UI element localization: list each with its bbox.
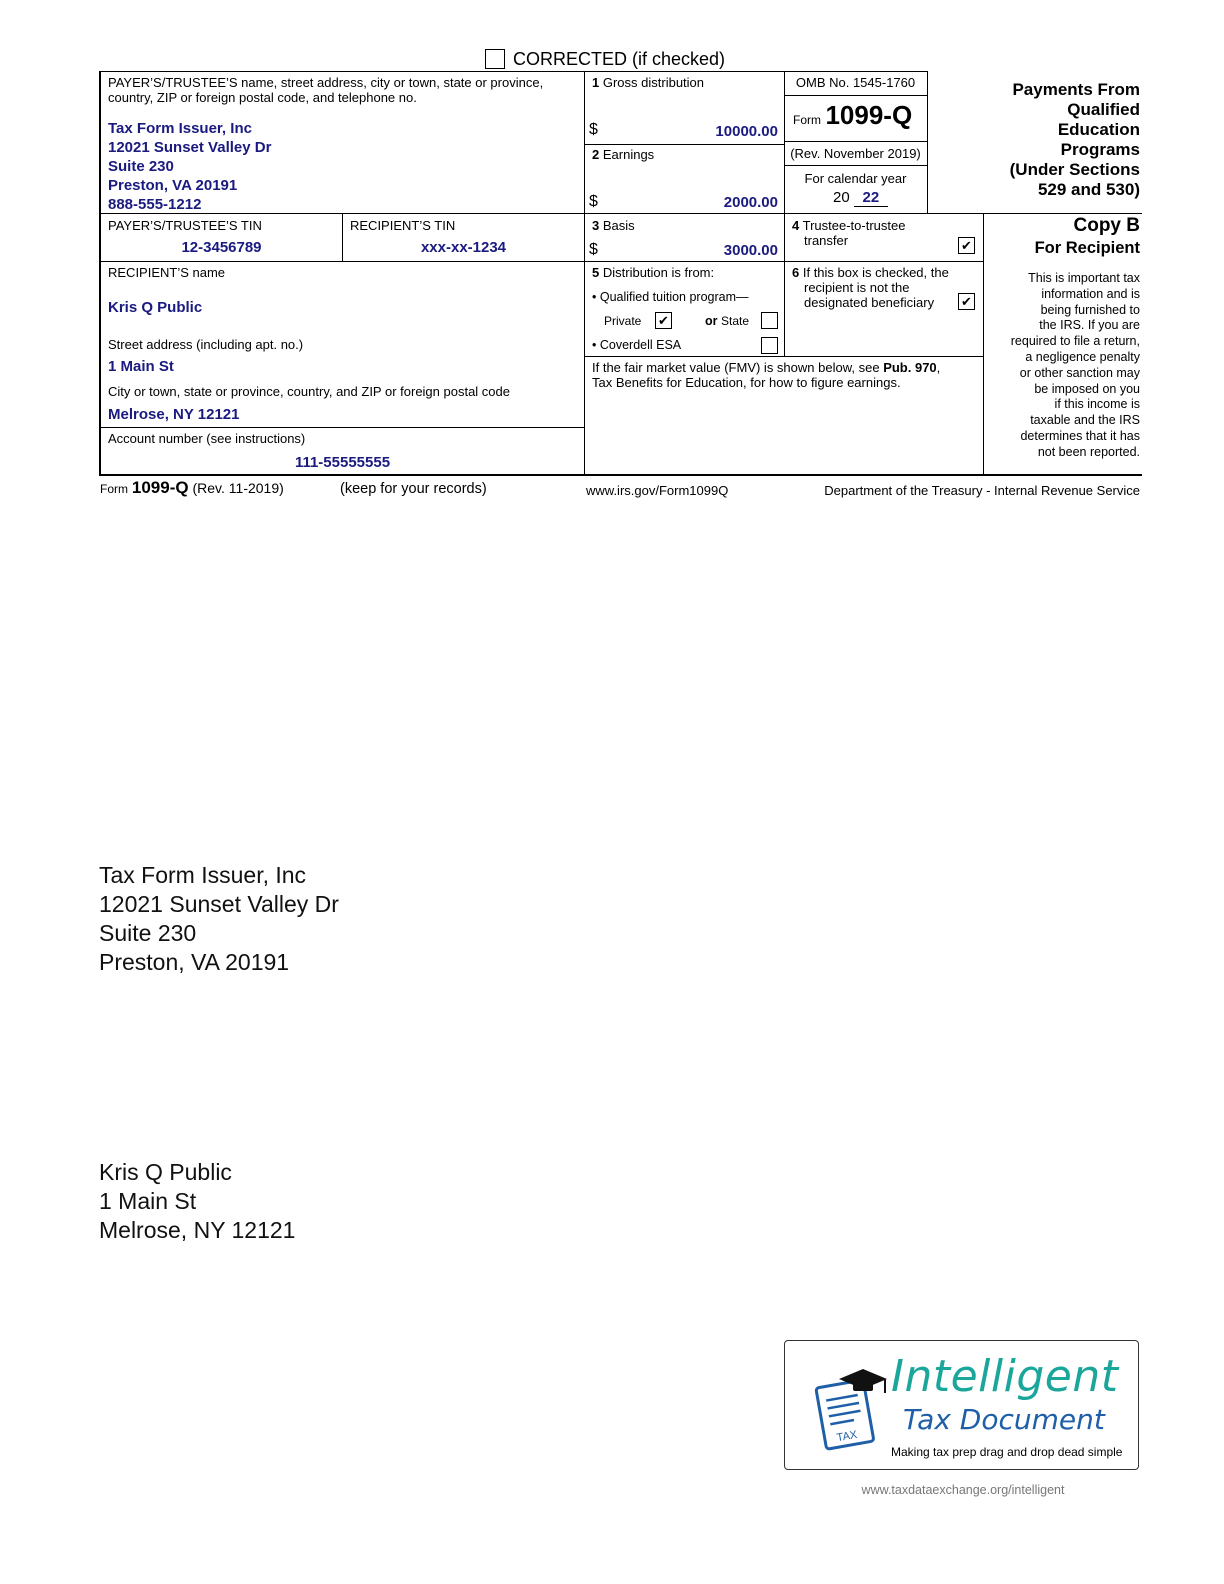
box5-label: [592, 265, 714, 280]
box4-number: 4: [792, 218, 800, 233]
mail-recipient-line3: Melrose, NY 12121: [99, 1217, 296, 1243]
copy-notice-line: the IRS. If you are: [1039, 318, 1140, 333]
copy-notice-line: taxable and the IRS: [1030, 413, 1140, 428]
form-number: 1099-Q: [825, 100, 913, 130]
payer-tin-value[interactable]: 12-3456789: [181, 239, 262, 256]
omb-number: OMB No. 1545-1760: [795, 75, 916, 90]
title-line4: Programs: [1060, 140, 1140, 159]
box3-text: Basis: [602, 218, 635, 233]
mail-recipient-line1: Kris Q Public: [99, 1159, 232, 1185]
mail-payer-line1: Tax Form Issuer, Inc: [99, 862, 307, 888]
payer-phone: 888-555-1212: [108, 196, 202, 213]
calendar-year: [833, 189, 888, 207]
recipient-tin-label: RECIPIENT’S TIN: [350, 218, 456, 233]
box2-value[interactable]: 2000.00: [723, 194, 778, 211]
box5-coverdell-label: • Coverdell ESA: [592, 338, 682, 352]
box3-value[interactable]: 3000.00: [723, 242, 778, 259]
payer-street: 12021 Sunset Valley Dr: [108, 139, 272, 156]
mail-payer-block: [99, 861, 339, 977]
box1-value[interactable]: 10000.00: [715, 123, 778, 140]
tax-document-icon: [813, 1365, 893, 1455]
box5-number: 5: [592, 265, 600, 280]
mail-recipient-block: [99, 1158, 295, 1245]
calendar-year-label: For calendar year: [804, 171, 907, 186]
footer-url: www.irs.gov/Form1099Q: [586, 483, 729, 498]
payer-label: PAYER’S/TRUSTEE’S name, street address, city or town, state or province, country, ZIP or foreign postal code, and telephone no.: [108, 75, 544, 105]
year-suffix[interactable]: 22: [854, 189, 888, 207]
box5-private-checkbox[interactable]: ✔: [655, 312, 672, 329]
copy-notice-line: a negligence penalty: [1025, 349, 1140, 364]
title-line3: Education: [1057, 120, 1140, 139]
intelligent-tax-logo: [784, 1340, 1139, 1470]
recipient-name-label: RECIPIENT’S name: [108, 265, 226, 280]
box4-text-line1: Trustee-to-trustee: [802, 218, 906, 233]
logo-word1: Intelligent: [891, 1351, 1119, 1402]
box6-checkbox[interactable]: ✔: [958, 293, 975, 310]
copy-notice-line: required to file a return,: [1010, 334, 1140, 349]
copy-notice-line: if this income is: [1054, 397, 1140, 412]
mail-payer-line4: Preston, VA 20191: [99, 949, 290, 975]
box6-text-line2: recipient is not the: [804, 280, 910, 295]
copy-notice-line: be imposed on you: [1034, 381, 1140, 396]
payer-name: Tax Form Issuer, Inc: [108, 120, 252, 137]
box5-or-state: [705, 314, 749, 328]
footer-form-word: Form: [100, 482, 128, 496]
box5-qtp-label: • Qualified tuition program—: [592, 290, 749, 304]
fmv-note: [592, 360, 977, 390]
box3-number: 3: [592, 218, 600, 233]
recipient-street[interactable]: 1 Main St: [108, 358, 174, 375]
footer-dept: Department of the Treasury - Internal Revenue Service: [824, 483, 1140, 498]
recipient-tin-value[interactable]: xxx-xx-1234: [420, 239, 507, 256]
payer-suite: Suite 230: [108, 158, 174, 175]
corrected-label: CORRECTED (if checked): [513, 49, 726, 69]
form-word: Form: [793, 113, 821, 127]
box6-number: 6: [792, 265, 800, 280]
box5-state-checkbox[interactable]: [761, 312, 778, 329]
mail-payer-line3: Suite 230: [99, 920, 197, 946]
box4-label: [792, 218, 905, 248]
copy-notice-line: or other sanction may: [1019, 365, 1140, 380]
footer-form-name: 1099-Q: [131, 478, 189, 497]
payer-tin-label: PAYER’S/TRUSTEE’S TIN: [108, 218, 262, 233]
fmv-text2: ,: [936, 360, 941, 375]
box2-text: Earnings: [602, 147, 655, 162]
box5-coverdell-checkbox[interactable]: [761, 337, 778, 354]
box4-text-line2: transfer: [804, 233, 849, 248]
box6-text-line1: If this box is checked, the: [802, 265, 949, 280]
corrected-checkbox[interactable]: [485, 49, 505, 69]
box1-currency: $: [589, 121, 598, 138]
account-label: Account number (see instructions): [108, 431, 306, 446]
footer-rev: (Rev. 11-2019): [192, 480, 284, 496]
box6-label: [792, 265, 949, 310]
copy-subtitle: For Recipient: [1034, 239, 1140, 257]
copy-notice-line: being furnished to: [1040, 302, 1140, 317]
year-prefix: 20: [833, 189, 850, 206]
copy-notice-line: determines that it has: [1020, 428, 1140, 443]
fmv-text1: If the fair market value (FMV) is shown below, see: [592, 360, 880, 375]
footer-keep: (keep for your records): [340, 481, 487, 497]
box5-state-label: State: [720, 314, 750, 328]
fmv-line2: Tax Benefits for Education, for how to figure earnings.: [592, 375, 901, 390]
box5-or-word: or: [705, 314, 718, 328]
payer-city: Preston, VA 20191: [108, 177, 238, 194]
box2-currency: $: [589, 193, 598, 210]
box3-label: [592, 218, 635, 233]
copy-notice-line: not been reported.: [1037, 444, 1140, 459]
recipient-city[interactable]: Melrose, NY 12121: [108, 406, 240, 423]
logo-word2: Tax Document: [903, 1403, 1105, 1436]
mail-payer-line2: 12021 Sunset Valley Dr: [99, 891, 339, 917]
copy-notice-line: This is important tax: [1028, 271, 1140, 285]
logo-url[interactable]: www.taxdataexchange.org/intelligent: [861, 1483, 1065, 1497]
recipient-city-label: City or town, state or province, country, and ZIP or foreign postal code: [108, 384, 510, 399]
title-line6: 529 and 530): [1037, 180, 1140, 199]
mail-recipient-line2: 1 Main St: [99, 1188, 197, 1214]
copy-notice-line: information and is: [1041, 286, 1140, 301]
box3-currency: $: [589, 241, 598, 258]
box4-checkbox[interactable]: ✔: [958, 237, 975, 254]
title-line2: Qualified: [1067, 100, 1140, 119]
copy-notice: [988, 271, 1140, 461]
footer-form: [100, 478, 284, 498]
box2-label: [592, 147, 654, 162]
logo-tagline: Making tax prep drag and drop dead simple: [891, 1445, 1123, 1459]
box6-text-line3: designated beneficiary: [804, 295, 935, 310]
title-line1: Payments From: [1012, 80, 1140, 99]
tax-doc-text: TAX: [835, 1428, 859, 1445]
fmv-pub: Pub. 970: [883, 360, 937, 375]
box5-text: Distribution is from:: [602, 265, 715, 280]
box1-label: [592, 75, 704, 90]
form-title: [950, 80, 1140, 200]
box2-number: 2: [592, 147, 600, 162]
box1-number: 1: [592, 75, 600, 90]
box5-private-label: Private: [604, 314, 642, 328]
recipient-street-label: Street address (including apt. no.): [108, 337, 304, 352]
account-value[interactable]: 111-55555555: [294, 454, 391, 471]
title-line5: (Under Sections: [1009, 160, 1140, 179]
form-name-header: [793, 100, 912, 131]
box1-text: Gross distribution: [602, 75, 705, 90]
form-revision: (Rev. November 2019): [790, 146, 921, 161]
recipient-name[interactable]: Kris Q Public: [108, 299, 203, 316]
copy-title: Copy B: [1073, 215, 1140, 236]
